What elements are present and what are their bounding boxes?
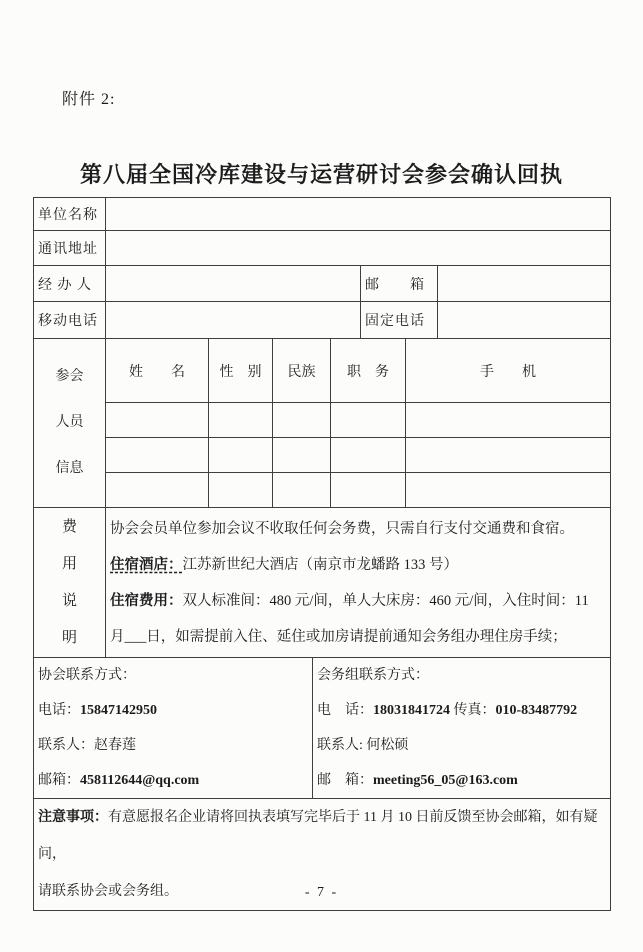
landline-field — [438, 302, 611, 339]
fee-line-hotel — [110, 547, 606, 583]
page-number: - 7 - — [304, 885, 339, 900]
ethnicity-field — [273, 403, 331, 438]
fee-line-membership: 协会会员单位参加会议不收取任何会务费，只需自行支付交通费和食宿。 — [110, 520, 574, 537]
hotel-text: 江苏新世纪大酒店（南京市龙蟠路 133 号） — [182, 556, 458, 573]
organizer-phone-line: 电 话：18031841724 传真：010-83487792 — [317, 703, 578, 718]
mobile-field — [106, 302, 361, 339]
row-mobile-landline — [34, 302, 611, 339]
organizer-person: 何松硕 — [366, 738, 409, 753]
association-email: 458112644@qq.com — [80, 773, 200, 788]
handler-label: 经 办 人 — [34, 266, 106, 302]
row-participants-header — [34, 339, 611, 403]
participant-row — [34, 473, 611, 508]
cost-label: 住宿费用： — [110, 592, 183, 609]
ethnicity-field — [273, 438, 331, 473]
hotel-label: 住宿酒店： — [110, 556, 183, 573]
association-phone: 15847142950 — [80, 703, 157, 718]
phone-field — [406, 473, 611, 508]
email-label: 邮 箱 — [361, 266, 438, 302]
fee-section-label: 费 用 说 明 — [34, 508, 106, 658]
attachment-label: 附件 2: — [62, 91, 116, 108]
note-line2: 请联系协会或会务组。 — [38, 884, 178, 899]
organizer-person-line: 联系人: 何松硕 — [317, 738, 409, 753]
ethnicity-field — [273, 473, 331, 508]
fee-line-cost — [110, 583, 606, 655]
position-field — [331, 473, 406, 508]
phone-field — [406, 403, 611, 438]
unit-name-field — [106, 198, 611, 231]
position-field — [331, 403, 406, 438]
association-contact-title: 协会联系方式： — [38, 668, 136, 683]
organizer-email: meeting56_05@163.com — [373, 773, 518, 788]
name-field — [106, 438, 209, 473]
handler-field — [106, 266, 361, 302]
landline-label: 固定电话 — [361, 302, 438, 339]
address-label: 通讯地址 — [34, 231, 106, 266]
gender-field — [209, 438, 273, 473]
organizer-fax: 010-83487792 — [495, 703, 578, 718]
col-header-name: 姓 名 — [106, 339, 209, 403]
organizer-phone: 18031841724 — [373, 703, 450, 718]
association-person-line: 联系人：赵春莲 — [38, 738, 136, 753]
col-header-phone: 手 机 — [406, 339, 611, 403]
row-contacts — [34, 658, 611, 799]
organizer-contact — [313, 658, 611, 799]
note-line1: 有意愿报名企业请将回执表填写完毕后于 11 月 10 日前反馈至协会邮箱，如有疑问， — [38, 810, 598, 862]
cost-text: 双人标准间：480 元/间，单人大床房：460 元/间，入住时间：11 月___日，如需提前入住、延住或加房请提前通知会务组办理住房手续； — [110, 592, 589, 645]
page-title: 第八届全国冷库建设与运营研讨会参会确认回执 — [79, 162, 563, 187]
note-label: 注意事项： — [38, 810, 108, 825]
mobile-label: 移动电话 — [34, 302, 106, 339]
address-field — [106, 231, 611, 266]
association-email-line: 邮箱：458112644@qq.com — [38, 773, 200, 788]
row-fee — [34, 508, 611, 658]
participant-row — [34, 403, 611, 438]
association-contact — [34, 658, 313, 799]
association-phone-line: 电话：15847142950 — [38, 703, 157, 718]
organizer-contact-title: 会务组联系方式： — [317, 668, 429, 683]
name-field — [106, 473, 209, 508]
gender-field — [209, 403, 273, 438]
col-header-gender: 性 别 — [209, 339, 273, 403]
participants-section-label: 参会 人员 信息 — [34, 339, 106, 508]
row-unit-name — [34, 198, 611, 231]
organizer-email-line: 邮 箱：meeting56_05@163.com — [317, 773, 518, 788]
position-field — [331, 438, 406, 473]
gender-field — [209, 473, 273, 508]
row-handler-email — [34, 266, 611, 302]
fee-description — [106, 508, 611, 658]
row-address — [34, 231, 611, 266]
unit-name-label: 单位名称 — [34, 198, 106, 231]
confirmation-form-table — [33, 197, 611, 911]
name-field — [106, 403, 209, 438]
col-header-position: 职 务 — [331, 339, 406, 403]
phone-field — [406, 438, 611, 473]
association-person: 赵春莲 — [94, 738, 136, 753]
col-header-ethnicity: 民族 — [273, 339, 331, 403]
email-field — [438, 266, 611, 302]
participant-row — [34, 438, 611, 473]
